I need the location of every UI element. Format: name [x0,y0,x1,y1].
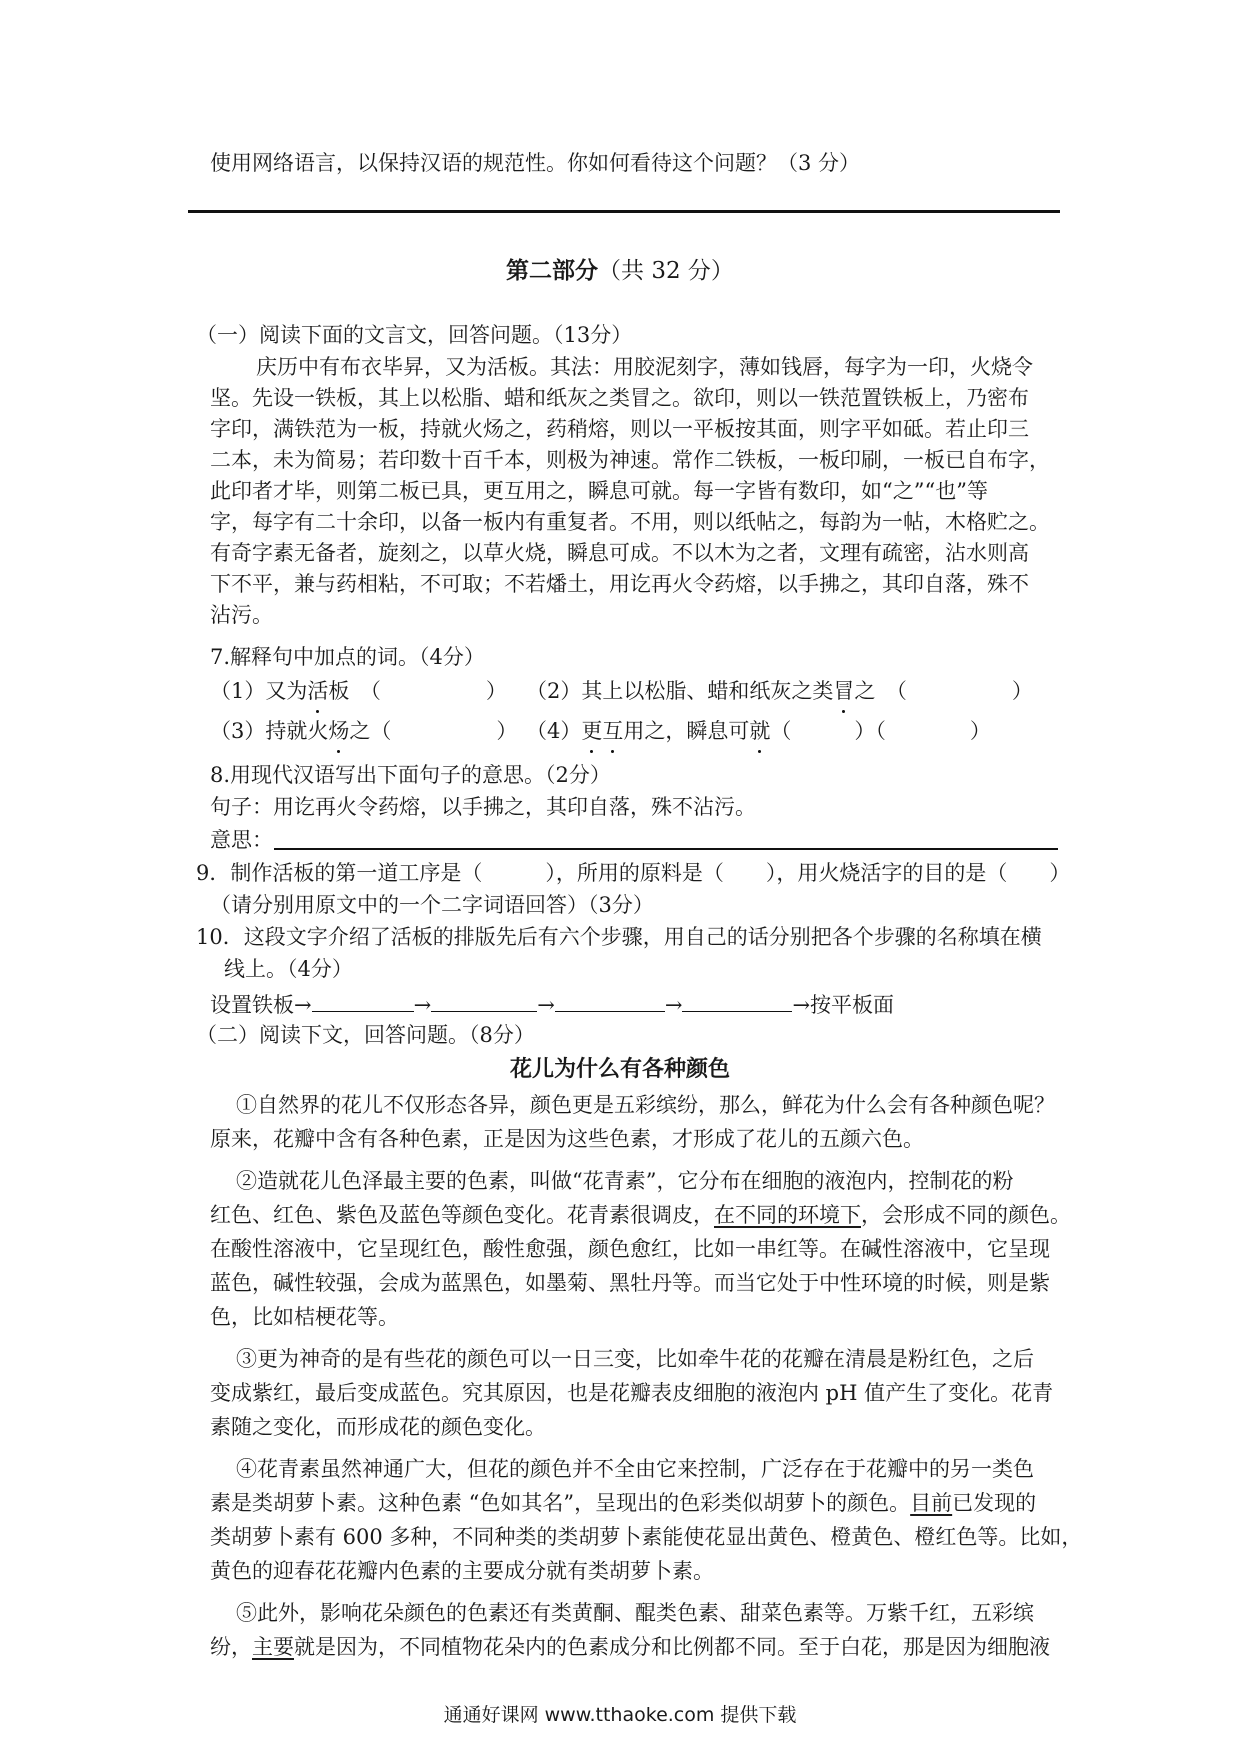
q8-meaning-label: 意思： [210,828,273,852]
q7-dotted-char-2: 冒 [833,676,854,706]
reading2-header: （二）阅读下文，回答问题。（8分） [196,1023,535,1047]
q10-steps: 设置铁板→ → → → →按平板面 [210,993,895,1017]
q9-line-1: 9．制作活板的第一道工序是（ ），所用的原料是（ ），用火烧活字的目的是（ ） [196,861,1071,885]
q7-item-3: （3）持就火炀之（ ） [210,716,517,746]
underlined-phrase-2: 目前 [910,1491,953,1515]
q10-blank-2[interactable] [431,991,537,1012]
q7-dotted-char-4c: 就 [749,716,770,746]
q7-dotted-char-3: 炀 [328,716,349,746]
para4-line3: 类胡萝卜素有 600 多种，不同种类的类胡萝卜素能使花显出黄色、橙黄色、橙红色等。比如， [210,1525,1083,1549]
para2-line4: 蓝色，碱性较强，会成为蓝黑色，如墨菊、黑牡丹等。而当它处于中性环境的时候，则是紫 [210,1271,1050,1295]
para2-line5: 色，比如桔梗花等。 [210,1305,399,1329]
q10-step-start: 设置铁板 [210,993,294,1017]
classical-line-8: 下不平，兼与药相粘，不可取；不若燔土，用讫再火令药熔，以手拂之，其印自落，殊不 [210,572,1029,596]
q10-blank-3[interactable] [555,991,665,1012]
para2-line2: 红色、红色、紫色及蓝色等颜色变化。花青素很调皮，在不同的环境下，会形成不同的颜色。 [210,1203,1071,1227]
q7-item-1: （1）又为活板 （ ） [210,676,507,706]
section-title-main: 第二部分 [506,258,599,284]
q10-step-end: 按平板面 [810,993,895,1017]
para3-line2: 变成紫红，最后变成蓝色。究其原因，也是花瓣表皮细胞的液泡内 pH 值产生了变化。花青 [210,1381,1054,1405]
para3-line1: ③更为神奇的是有些花的颜色可以一日三变，比如牵牛花的花瓣在清晨是粉红色，之后 [236,1347,1034,1371]
q10-line-2: 线上。（4分） [224,957,353,981]
q10-blank-4[interactable] [682,991,792,1012]
q9-line-2: （请分别用原文中的一个二字词语回答）（3分） [210,893,654,917]
q7-item-2: （2）其上以松脂、蜡和纸灰之类冒之 （ ） [526,676,1033,706]
para1-line1: ①自然界的花儿不仅形态各异，颜色更是五彩缤纷，那么，鲜花为什么会有各种颜色呢？ [236,1093,1055,1117]
q7-dotted-char-4a: 更 [581,716,602,746]
para5-line2: 纷，主要就是因为，不同植物花朵内的色素成分和比例都不同。至于白花，那是因为细胞液 [210,1635,1050,1659]
classical-line-4: 二本，未为简易；若印数十百千本，则极为神速。常作二铁板，一板印刷，一板已自布字， [210,448,1050,472]
q7-dotted-char-4b: 互 [602,716,623,746]
underlined-phrase-1: 在不同的环境下 [714,1203,861,1227]
q7-stem: 7.解释句中加点的词。（4分） [210,645,485,669]
classical-line-7: 有奇字素无备者，旋刻之，以草火烧，瞬息可成。不以木为之者，文理有疏密，沾水则高 [210,541,1029,565]
section-title-score: （共 32 分） [598,258,734,284]
prev-question-line: 使用网络语言，以保持汉语的规范性。你如何看待这个问题？（3 分） [210,151,861,175]
q7-dotted-char-1: 活 [307,676,328,706]
underlined-phrase-3: 主要 [252,1635,294,1659]
classical-line-1: 庆历中有布衣毕昇，又为活板。其法：用胶泥刻字，薄如钱唇，每字为一印，火烧令 [256,355,1033,379]
classical-line-6: 字，每字有二十余印，以备一板内有重复者。不用，则以纸帖之，每韵为一帖，木格贮之。 [210,510,1050,534]
q10-line-1: 10．这段文字介绍了活板的排版先后有六个步骤，用自己的话分别把各个步骤的名称填在横 [196,925,1042,949]
q8-stem: 8.用现代汉语写出下面句子的意思。（2分） [210,763,611,787]
classical-line-9: 沾污。 [210,603,273,627]
para5-line1: ⑤此外，影响花朵颜色的色素还有类黄酮、醌类色素、甜菜色素等。万紫千红，五彩缤 [236,1601,1034,1625]
classical-line-5: 此印者才毕，则第二板已具，更互用之，瞬息可就。每一字皆有数印，如“之”“也”等 [210,479,988,503]
q8-sentence: 句子：用讫再火令药熔，以手拂之，其印自落，殊不沾污。 [210,795,756,819]
section-divider [188,210,1060,213]
para1-line2: 原来，花瓣中含有各种色素，正是因为这些色素，才形成了花儿的五颜六色。 [210,1127,924,1151]
q8-answer-line[interactable] [274,848,1058,850]
q10-blank-1[interactable] [312,991,414,1012]
para4-line1: ④花青素虽然神通广大，但花的颜色并不全由它来控制，广泛存在于花瓣中的另一类色 [236,1457,1034,1481]
para2-line3: 在酸性溶液中，它呈现红色，酸性愈强，颜色愈红，比如一串红等。在碱性溶液中，它呈现 [210,1237,1050,1261]
article-title: 花儿为什么有各种颜色 [509,1057,730,1082]
classical-line-3: 字印，满铁范为一板，持就火炀之，药稍熔，则以一平板按其面，则字平如砥。若止印三 [210,417,1029,441]
footer-source: 通通好课网 www.tthaoke.com 提供下载 [443,1704,797,1726]
reading1-header: （一）阅读下面的文言文，回答问题。（13分） [196,323,633,347]
section-title [0,252,1240,285]
para4-line4: 黄色的迎春花花瓣内色素的主要成分就有类胡萝卜素。 [210,1559,714,1583]
para4-line2: 素是类胡萝卜素。这种色素 “色如其名”，呈现出的色彩类似胡萝卜的颜色。目前已发现的 [210,1491,1037,1515]
classical-line-2: 坚。先设一铁板，其上以松脂、蜡和纸灰之类冒之。欲印，则以一铁范置铁板上，乃密布 [210,386,1029,410]
para2-line1: ②造就花儿色泽最主要的色素，叫做“花青素”，它分布在细胞的液泡内，控制花的粉 [236,1169,1014,1193]
q7-item-4: （4）更互用之，瞬息可就（ ）（ ） [526,716,991,746]
para3-line3: 素随之变化，而形成花的颜色变化。 [210,1415,546,1439]
